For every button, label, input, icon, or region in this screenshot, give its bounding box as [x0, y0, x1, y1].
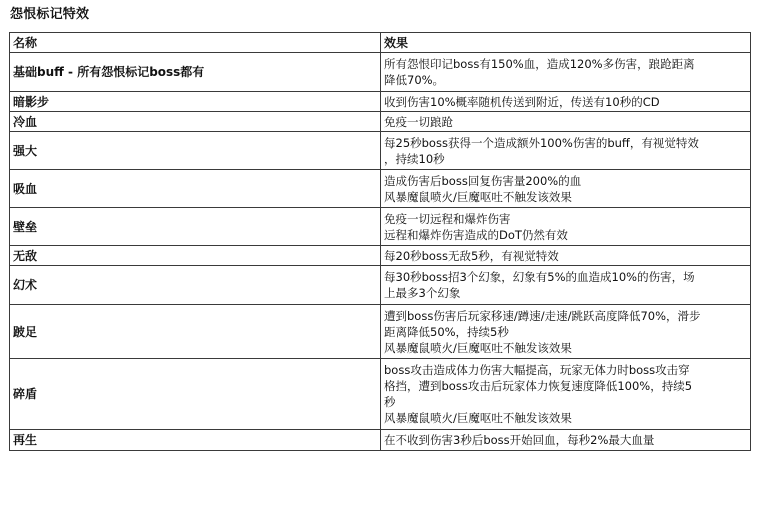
- row-effect-cell: 遭到boss伤害后玩家移速/蹲速/走速/跳跃高度降低70%，滑步 距离降低50%，持续5秒 风暴魔鼠喷火/巨魔呕吐不触发该效果: [381, 305, 751, 359]
- table-row: [10, 246, 751, 266]
- table-row: [10, 132, 751, 170]
- row-effect-cell: 每20秒boss无敌5秒，有视觉特效: [381, 246, 751, 266]
- table-row: [10, 112, 751, 132]
- row-name-cell: 碎盾: [10, 359, 381, 430]
- table-row: [10, 208, 751, 246]
- table-row: [10, 170, 751, 208]
- row-name-cell: 基础buff - 所有怨恨标记boss都有: [10, 53, 381, 92]
- effects-table: [9, 32, 751, 451]
- table-row: [10, 92, 751, 112]
- table-row: [10, 430, 751, 451]
- row-name-cell: 壁垒: [10, 208, 381, 246]
- row-name-cell: 无敌: [10, 246, 381, 266]
- row-name-cell: 强大: [10, 132, 381, 170]
- table-row: [10, 305, 751, 359]
- row-effect-cell: boss攻击造成体力伤害大幅提高，玩家无体力时boss攻击穿 格挡，遭到boss攻击后玩家体力恢复速度降低100%，持续5 秒 风暴魔鼠喷火/巨魔呕吐不触发该效果: [381, 359, 751, 430]
- row-name-cell: 暗影步: [10, 92, 381, 112]
- row-effect-cell: 每30秒boss招3个幻象，幻象有5%的血造成10%的伤害，场 上最多3个幻象: [381, 266, 751, 305]
- table-row: [10, 53, 751, 92]
- row-effect-cell: 在不收到伤害3秒后boss开始回血，每秒2%最大血量: [381, 430, 751, 451]
- table-row: [10, 266, 751, 305]
- row-effect-cell: 免疫一切远程和爆炸伤害 远程和爆炸伤害造成的DoT仍然有效: [381, 208, 751, 246]
- row-name-cell: 再生: [10, 430, 381, 451]
- row-name-cell: 跛足: [10, 305, 381, 359]
- column-header-name: 名称: [10, 33, 381, 53]
- column-header-effect: 效果: [381, 33, 751, 53]
- row-name-cell: 吸血: [10, 170, 381, 208]
- row-effect-cell: 收到伤害10%概率随机传送到附近，传送有10秒的CD: [381, 92, 751, 112]
- row-effect-cell: 免疫一切踉跄: [381, 112, 751, 132]
- row-effect-cell: 每25秒boss获得一个造成额外100%伤害的buff，有视觉特效 ，持续10秒: [381, 132, 751, 170]
- row-name-cell: 冷血: [10, 112, 381, 132]
- table-header-row: [10, 33, 751, 53]
- row-effect-cell: 所有怨恨印记boss有150%血，造成120%多伤害，踉跄距离 降低70%。: [381, 53, 751, 92]
- row-effect-cell: 造成伤害后boss回复伤害量200%的血 风暴魔鼠喷火/巨魔呕吐不触发该效果: [381, 170, 751, 208]
- row-name-cell: 幻术: [10, 266, 381, 305]
- page-title: 怨恨标记特效: [10, 7, 90, 22]
- table-row: [10, 359, 751, 430]
